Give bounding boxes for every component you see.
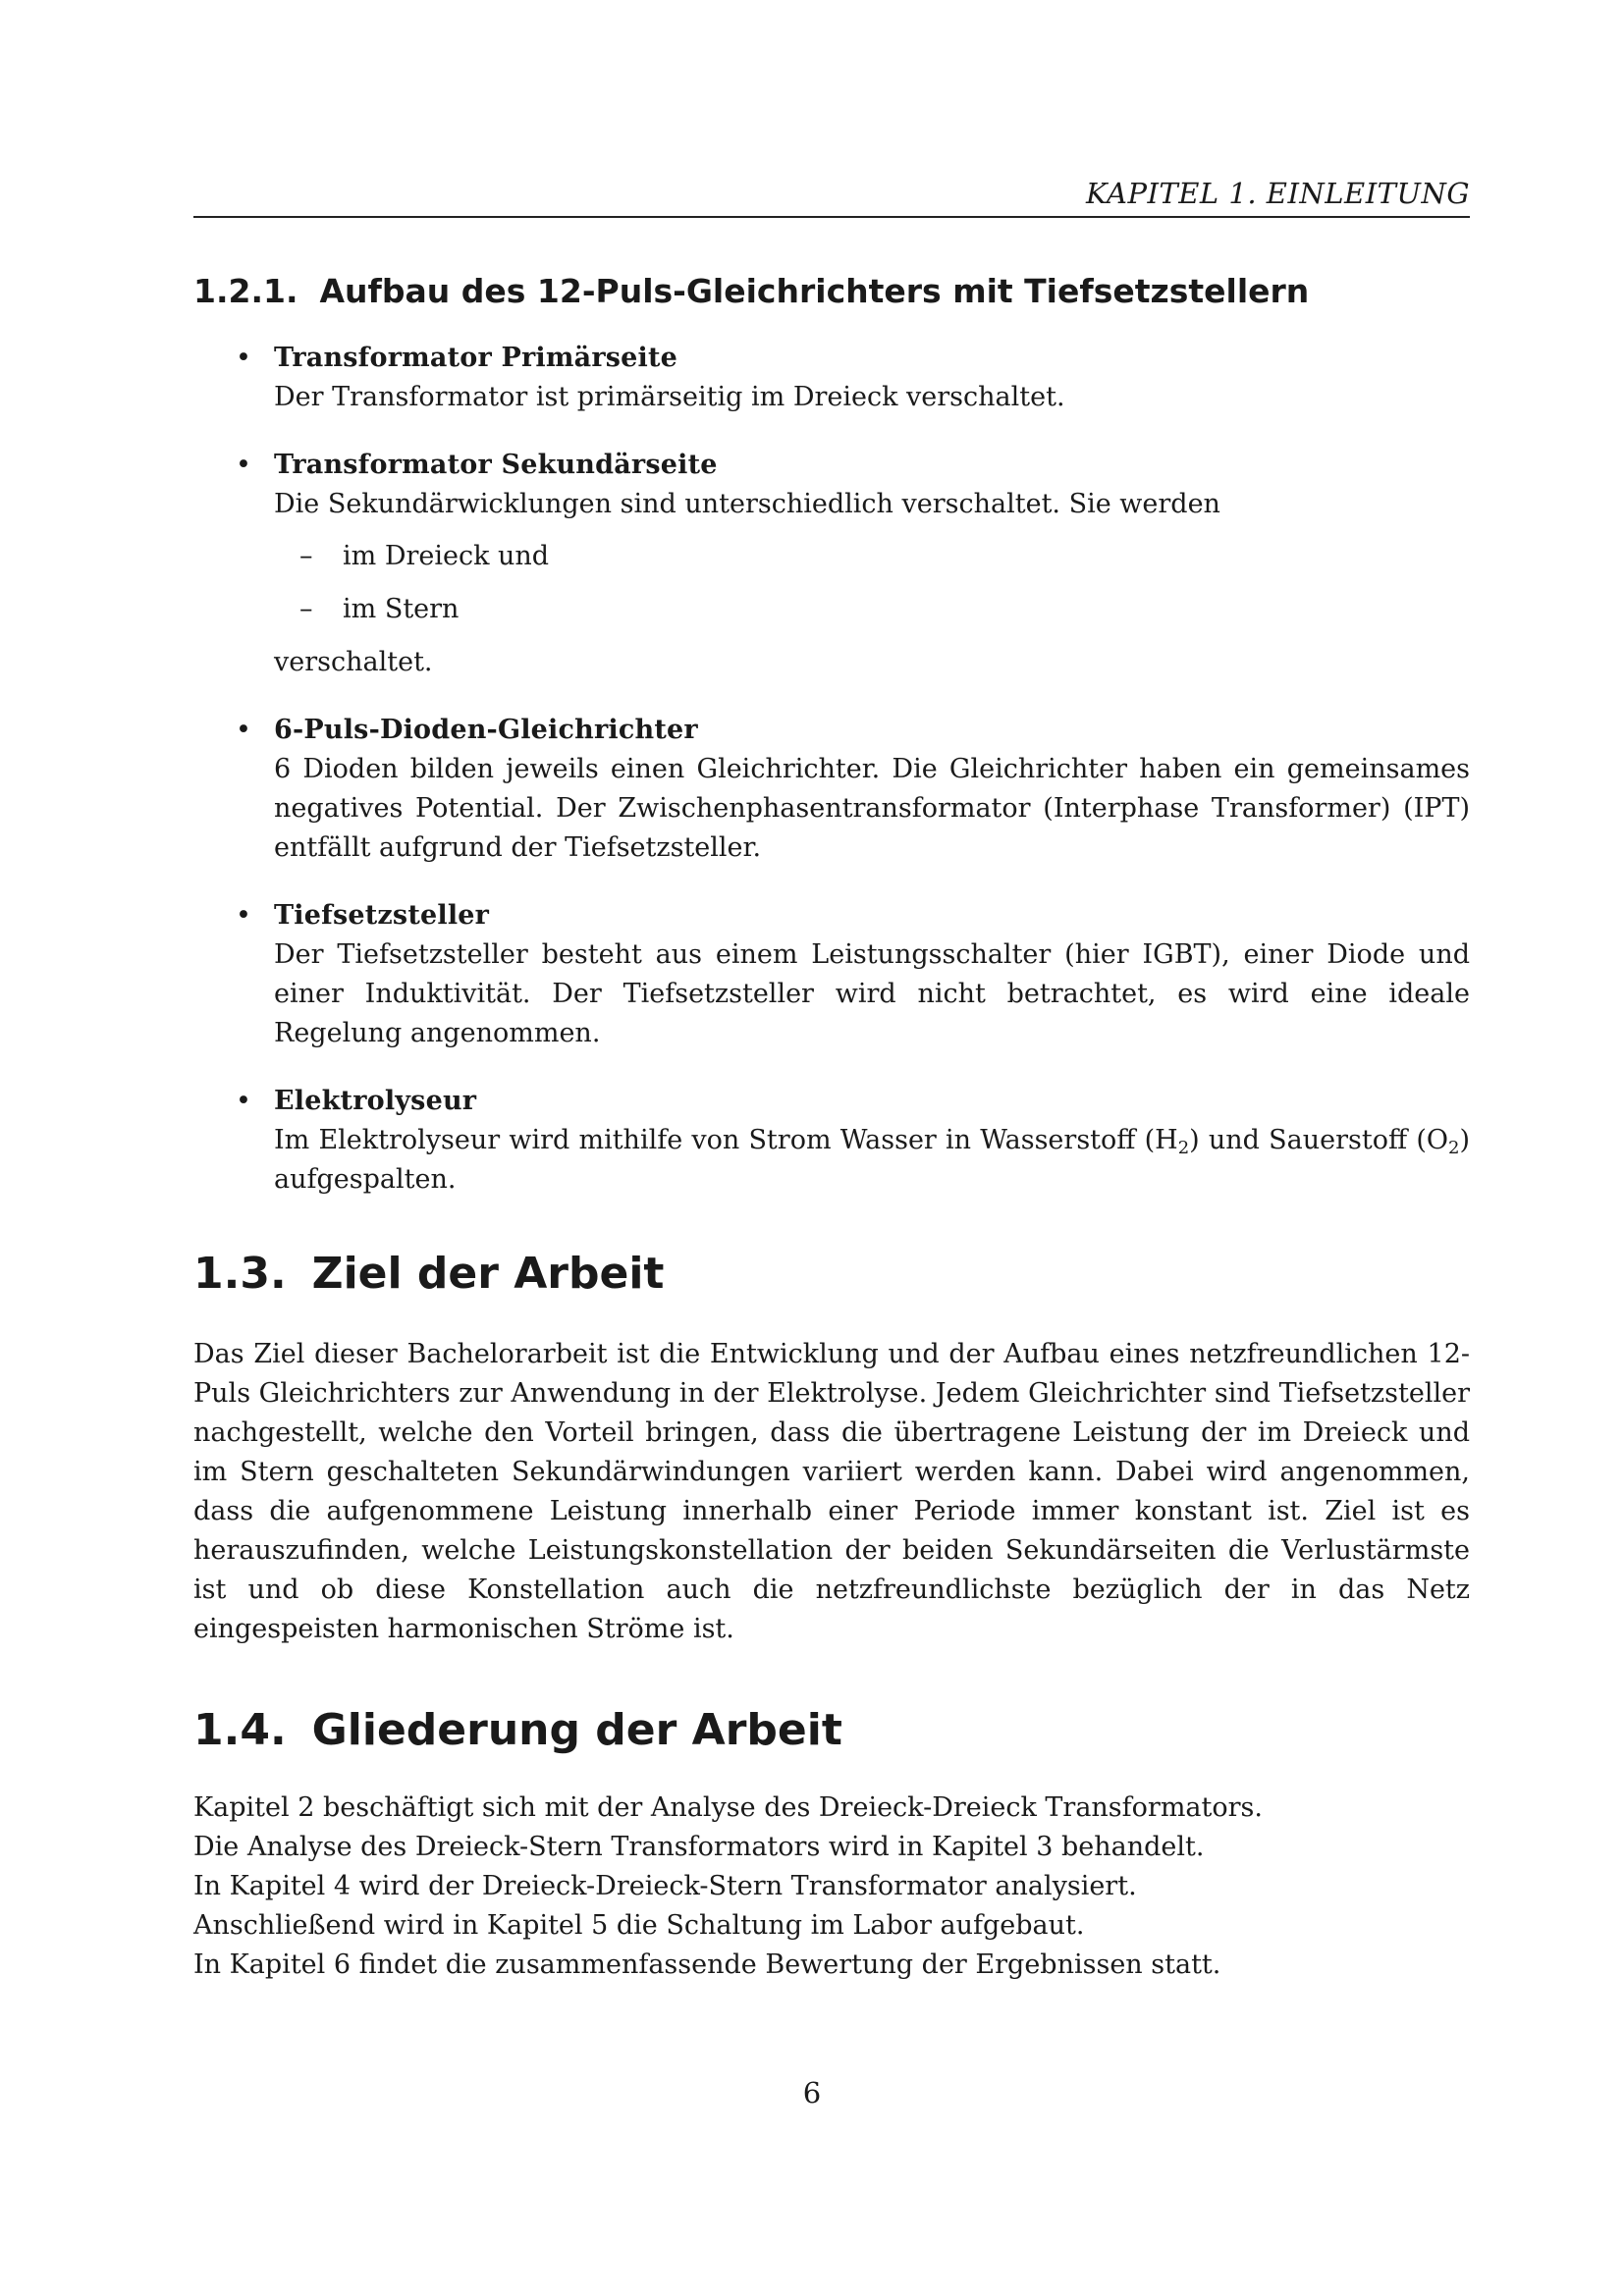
sub-list-item: [274, 537, 1470, 576]
bullet-icon: •: [236, 900, 251, 931]
header-rule: [193, 216, 1470, 218]
section-heading-1-3: [193, 1247, 664, 1302]
component-list: [193, 339, 1470, 1228]
outline-line: Anschließend wird in Kapitel 5 die Schaltung im Labor aufgebaut.: [193, 1910, 1085, 1941]
item-description: Der Transformator ist primärseitig im Dreieck verschaltet.: [274, 382, 1065, 412]
list-item-diode-rectifier: [193, 711, 1470, 868]
item-description: 6 Dioden bilden jeweils einen Gleichrichter. Die Gleichrichter haben ein gemeinsames negatives Potential. Der Zwischenphasentransformator (Interphase Transformer) (IPT) entfällt aufgrund der Tiefsetzsteller.: [274, 754, 1470, 863]
item-term: Elektrolyseur: [274, 1086, 477, 1116]
section-number: 1.4.: [193, 1705, 287, 1755]
bullet-icon: •: [236, 1086, 251, 1116]
item-description: [274, 1121, 1470, 1200]
sub-list: [274, 537, 1470, 629]
list-item-primary-side: [193, 339, 1470, 417]
section-heading-1-4: [193, 1703, 842, 1758]
desc-text-part: ) aufgespalten.: [274, 1125, 1470, 1195]
running-head: KAPITEL 1. EINLEITUNG: [1086, 177, 1470, 210]
desc-text-part: Im Elektrolyseur wird mithilfe von Strom Wasser in Wasserstoff (H: [274, 1125, 1178, 1155]
sub-list-item: [274, 590, 1470, 629]
section-title: Gliederung der Arbeit: [311, 1705, 842, 1755]
subscript: 2: [1177, 1138, 1190, 1158]
outline-line: Die Analyse des Dreieck-Stern Transformators wird in Kapitel 3 behandelt.: [193, 1832, 1205, 1862]
item-term: Transformator Primärseite: [274, 343, 678, 373]
bullet-icon: •: [236, 343, 251, 373]
sub-item-text: im Stern: [343, 594, 460, 624]
list-item-buck-converter: [193, 896, 1470, 1053]
item-description: Der Tiefsetzsteller besteht aus einem Leistungsschalter (hier IGBT), einer Diode und einer Induktivität. Der Tiefsetzsteller wird nicht betrachtet, es wird eine ideale Regelung angenommen.: [274, 939, 1470, 1048]
section-title: Ziel der Arbeit: [311, 1249, 665, 1299]
item-term: Transformator Sekundärseite: [274, 450, 718, 480]
goal-paragraph: Das Ziel dieser Bachelorarbeit ist die Entwicklung und der Aufbau eines netzfreundlichen 12-Puls Gleichrichters zur Anwendung in der Elektrolyse. Jedem Gleichrichter sind Tiefsetzsteller nachgestellt, welche den Vorteil bringen, dass die übertragene Leistung der im Dreieck und im Stern geschalteten Sekundärwindungen variiert werden kann. Dabei wird angenommen, dass die aufgenommene Leistung innerhalb einer Periode immer konstant ist. Ziel ist es herauszufinden, welche Leistungskonstellation der beiden Sekundärseiten die Verlustärmste ist und ob diese Konstellation auch die netzfreundlichste bezüglich der in das Netz eingespeisten harmonischen Ströme ist.: [193, 1339, 1470, 1644]
list-item-secondary-side: [193, 446, 1470, 682]
item-description-after: verschaltet.: [274, 647, 433, 677]
outline-paragraph: [193, 1789, 1470, 1985]
dash-icon: –: [299, 541, 313, 571]
page-number: 6: [802, 2076, 822, 2109]
bullet-icon: •: [236, 715, 251, 745]
desc-text-part: ) und Sauerstoff (O: [1189, 1125, 1448, 1155]
outline-line: Kapitel 2 beschäftigt sich mit der Analyse des Dreieck-Dreieck Transformators.: [193, 1792, 1263, 1823]
outline-line: In Kapitel 6 findet die zusammenfassende Bewertung der Ergebnissen statt.: [193, 1949, 1221, 1980]
subscript: 2: [1448, 1138, 1460, 1158]
subsection-title: Aufbau des 12-Puls-Gleichrichters mit Tiefsetzstellern: [319, 272, 1310, 310]
bullet-icon: •: [236, 450, 251, 480]
outline-line: In Kapitel 4 wird der Dreieck-Dreieck-Stern Transformator analysiert.: [193, 1871, 1137, 1901]
section-number: 1.3.: [193, 1249, 287, 1299]
subsection-number: 1.2.1.: [193, 272, 298, 310]
subsection-heading-1-2-1: [193, 269, 1309, 314]
item-term: 6-Puls-Dioden-Gleichrichter: [274, 715, 698, 745]
dash-icon: –: [299, 594, 313, 624]
sub-item-text: im Dreieck und: [343, 541, 550, 571]
list-item-electrolyzer: [193, 1082, 1470, 1200]
item-term: Tiefsetzsteller: [274, 900, 490, 931]
item-description: Die Sekundärwicklungen sind unterschiedlich verschaltet. Sie werden: [274, 489, 1220, 519]
